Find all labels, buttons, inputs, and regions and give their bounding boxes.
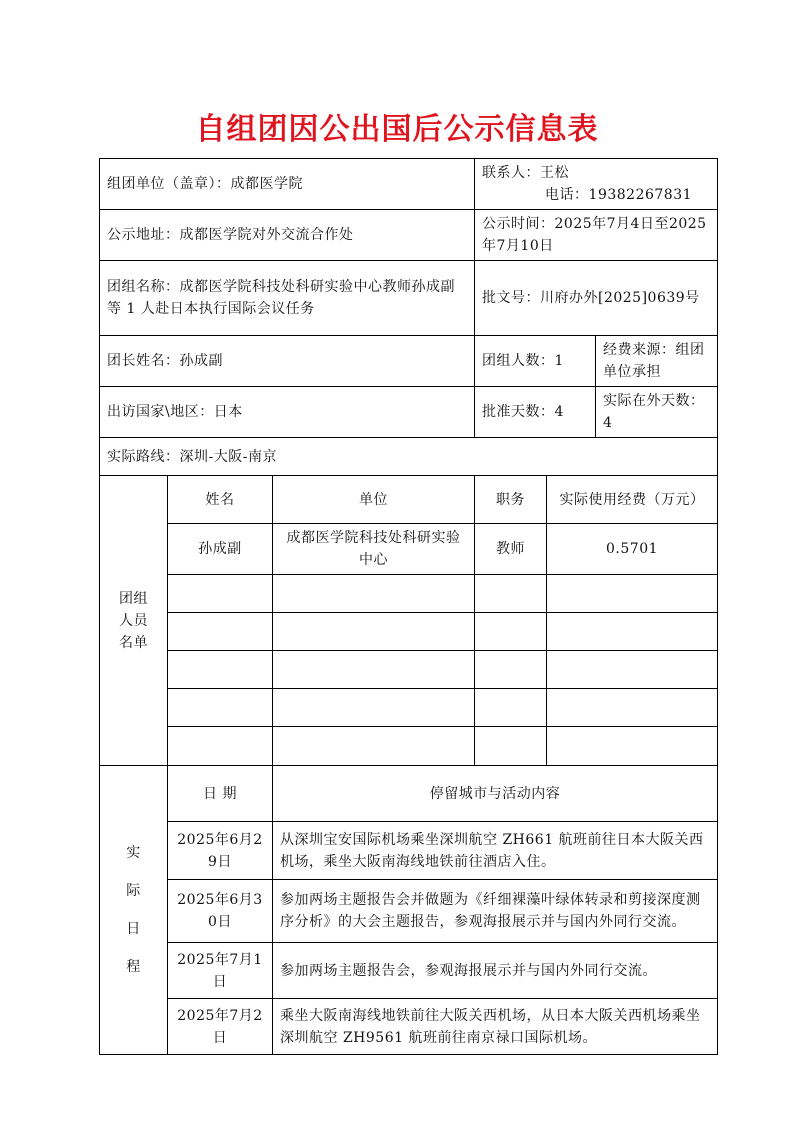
country-cell: 出访国家\地区：日本 (100, 387, 475, 438)
schedule-row (100, 999, 718, 1055)
schedule-date: 2025年7月2日 (168, 999, 273, 1055)
members-side-label-line: 人员 (119, 612, 148, 629)
page-title: 自组团因公出国后公示信息表 (195, 112, 599, 147)
schedule-side-char: 实 (126, 845, 141, 861)
member-row-empty (100, 689, 718, 727)
member-unit: 成都医学院科技处科研实验中心 (273, 524, 475, 575)
schedule-content: 参加两场主题报告会，参观海报展示并与国内外同行交流。 (273, 943, 718, 999)
info-row-country (100, 387, 718, 438)
member-funds: 0.5701 (547, 524, 718, 575)
schedule-side-label (100, 766, 168, 1055)
schedule-side-char: 际 (126, 883, 141, 899)
schedule-row (100, 880, 718, 943)
member-row-empty (100, 651, 718, 689)
info-row-org (100, 159, 718, 210)
members-side-label-line: 名单 (119, 634, 148, 651)
info-row-address (100, 210, 718, 261)
count-cell: 团组人数：1 (475, 336, 596, 387)
schedule-side-char: 程 (126, 959, 141, 975)
org-cell: 组团单位（盖章）：成都医学院 (100, 159, 475, 210)
members-header-title: 职务 (475, 476, 547, 524)
funding-cell: 经费来源：组团单位承担 (596, 336, 718, 387)
schedule-header-row (100, 766, 718, 822)
contact-phone: 电话：19382267831 (545, 187, 693, 203)
schedule-date: 2025年7月1日 (168, 943, 273, 999)
schedule-date: 2025年6月29日 (168, 822, 273, 880)
address-cell: 公示地址：成都医学院对外交流合作处 (100, 210, 475, 261)
approval-cell: 批文号：川府办外[2025]0639号 (475, 261, 718, 336)
members-side-label (100, 476, 168, 766)
members-header-name: 姓名 (168, 476, 273, 524)
members-header-funds: 实际使用经费（万元） (547, 476, 718, 524)
period-cell: 公示时间：2025年7月4日至2025年7月10日 (475, 210, 718, 261)
schedule-content: 从深圳宝安国际机场乘坐深圳航空 ZH661 航班前往日本大阪关西机场，乘坐大阪南海线地铁前往酒店入住。 (273, 822, 718, 880)
members-header-row (100, 476, 718, 524)
info-row-group (100, 261, 718, 336)
info-row-route (100, 438, 718, 476)
members-header-unit: 单位 (273, 476, 475, 524)
route-cell: 实际路线：深圳-大阪-南京 (100, 438, 718, 476)
contact-cell (475, 159, 718, 210)
member-row-empty (100, 575, 718, 613)
members-side-label-line: 团组 (119, 590, 148, 607)
schedule-header-content: 停留城市与活动内容 (273, 766, 718, 822)
info-row-leader (100, 336, 718, 387)
schedule-row (100, 943, 718, 999)
schedule-row (100, 822, 718, 880)
member-row (100, 524, 718, 575)
info-table (99, 158, 718, 1055)
leader-cell: 团长姓名：孙成副 (100, 336, 475, 387)
member-title: 教师 (475, 524, 547, 575)
schedule-side-char: 日 (126, 921, 141, 937)
schedule-header-date: 日 期 (168, 766, 273, 822)
contact-person: 联系人：王松 (482, 165, 569, 181)
schedule-content: 乘坐大阪南海线地铁前往大阪关西机场，从日本大阪关西机场乘坐深圳航空 ZH9561 航班前往南京禄口国际机场。 (273, 999, 718, 1055)
group-name-cell: 团组名称：成都医学院科技处科研实验中心教师孙成副等 1 人赴日本执行国际会议任务 (100, 261, 475, 336)
schedule-content: 参加两场主题报告会并做题为《纤细裸藻叶绿体转录和剪接深度测序分析》的大会主题报告，参观海报展示并与国内外同行交流。 (273, 880, 718, 943)
schedule-date: 2025年6月30日 (168, 880, 273, 943)
approved-days-cell: 批准天数：4 (475, 387, 596, 438)
member-row-empty (100, 727, 718, 766)
actual-days-cell: 实际在外天数：4 (596, 387, 718, 438)
member-row-empty (100, 613, 718, 651)
member-name: 孙成副 (168, 524, 273, 575)
